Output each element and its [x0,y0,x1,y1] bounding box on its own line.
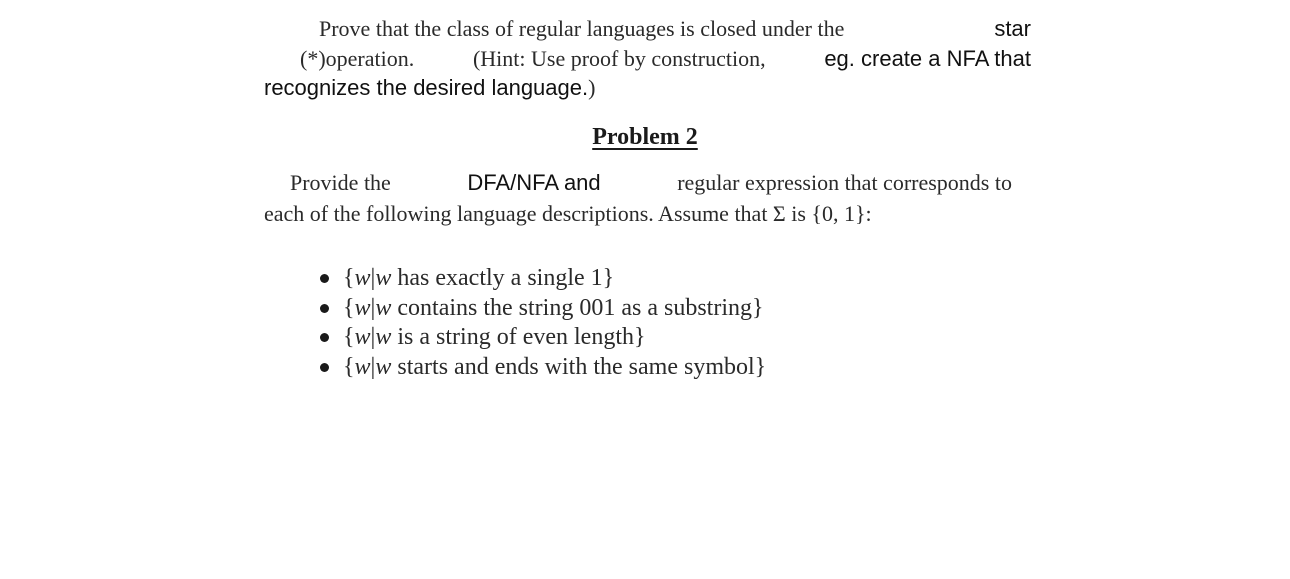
set-description: starts and ends with the same symbol} [391,353,767,380]
bullet-icon [320,363,329,372]
bullet-icon [320,333,329,342]
problem-text-line-1-b: regular expression that corresponds to [677,170,1012,195]
set-open-brace: { [343,324,355,350]
intro-line-3 [264,75,595,102]
set-description: has exactly a single 1} [391,265,615,291]
intro-line-2-text-a: (*)operation. [300,46,415,71]
intro-line-1-text: Prove that the class of regular languages is closed under the [319,16,845,41]
bullet-icon [320,274,329,283]
list-item [320,353,766,383]
set-variable: w [354,353,371,380]
problem-text-line-1-a: Provide the [290,170,391,195]
set-variable: w [354,265,371,291]
intro-line-2-emphasis: eg. create a NFA that [824,46,1031,71]
list-item [320,264,766,294]
intro-line-2-text-b: (Hint: Use proof by construction, [472,46,766,71]
problem-text-line-1 [290,170,1012,196]
intro-line-1-emphasis: star [994,16,1031,41]
set-bar: | [370,294,376,321]
set-variable: w [375,324,392,350]
set-bar: | [370,353,376,380]
problem-heading: Problem 2 [592,124,698,150]
set-variable: w [375,265,392,291]
list-item [320,323,766,353]
list-item [320,294,766,324]
set-variable: w [354,294,371,321]
bullet-icon [320,304,329,313]
set-variable: w [354,324,371,350]
intro-line-1 [319,16,1031,42]
set-open-brace: { [343,294,355,321]
set-description: contains the string 001 as a substring} [391,294,764,321]
intro-line-2 [300,46,1031,72]
intro-line-3-emphasis: recognizes the desired language. [264,75,589,100]
intro-line-3-text: ) [588,75,596,100]
problem-text-line-2: each of the following language descriptions. Assume that Σ is {0, 1}: [264,201,872,226]
set-variable: w [375,294,392,321]
set-open-brace: { [343,353,355,380]
set-open-brace: { [343,265,355,291]
problem-text-line-1-emphasis: DFA/NFA and [467,170,601,195]
set-bar: | [370,265,376,291]
set-variable: w [375,353,392,380]
set-bar: | [370,324,376,350]
set-description: is a string of even length} [391,324,646,350]
language-list [320,264,766,382]
